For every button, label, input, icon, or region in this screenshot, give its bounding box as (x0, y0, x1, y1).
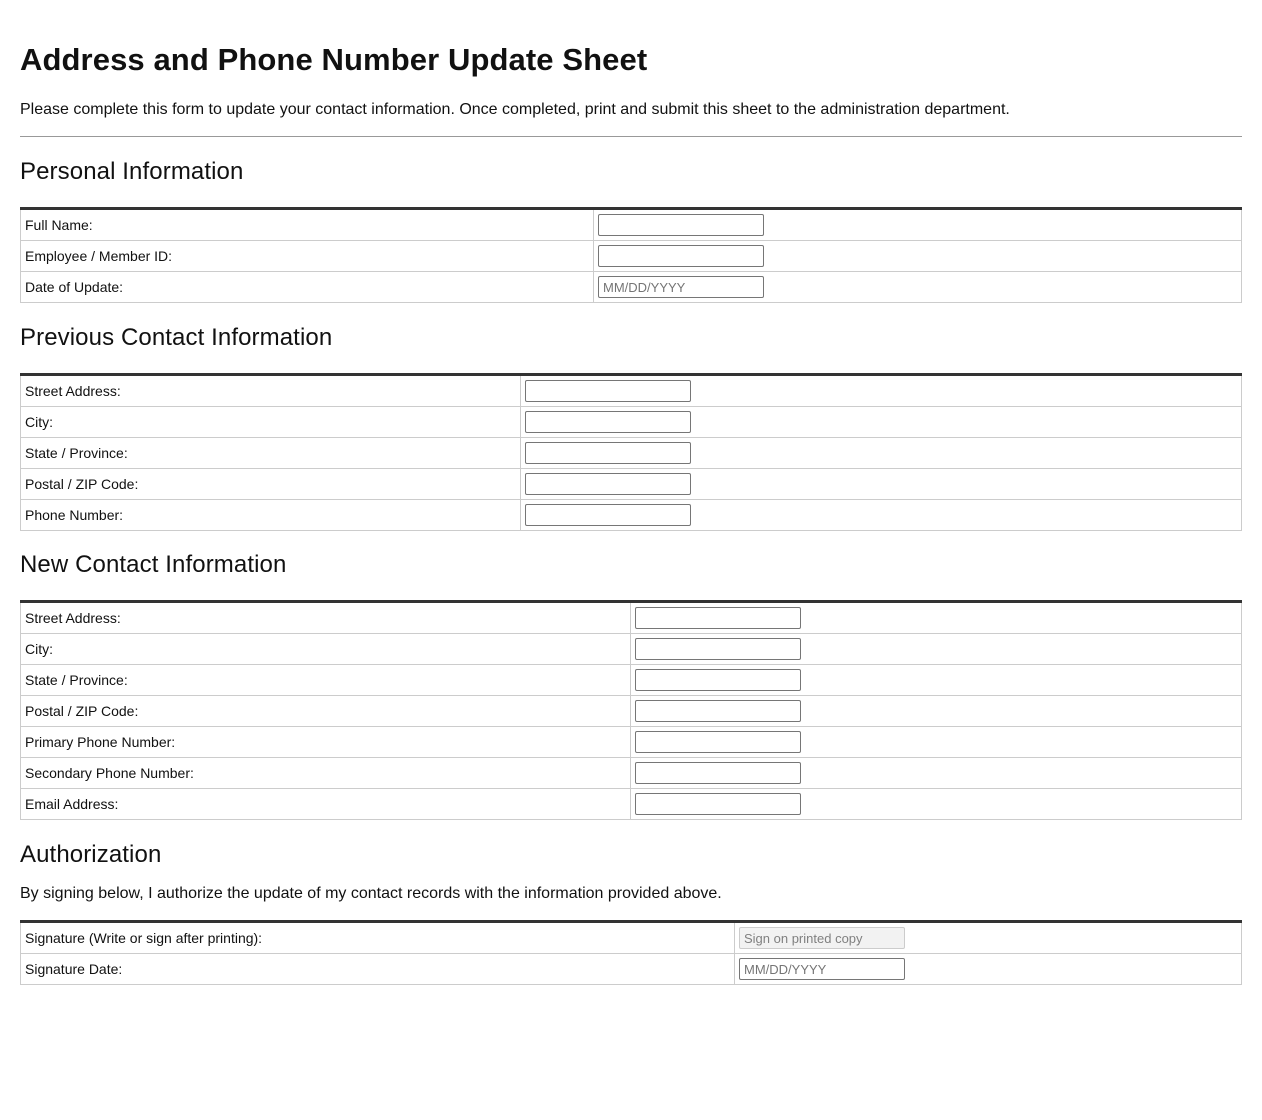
new-postal-label: Postal / ZIP Code: (21, 696, 631, 727)
form-row (21, 375, 1242, 407)
prev-postal-input[interactable] (525, 473, 691, 495)
form-row (21, 758, 1242, 789)
date-of-update-input[interactable] (598, 276, 764, 298)
prev-street-input[interactable] (525, 380, 691, 402)
form-row (21, 634, 1242, 665)
new-postal-input[interactable] (635, 700, 801, 722)
field-cell (631, 758, 1242, 789)
prev-postal-label: Postal / ZIP Code: (21, 469, 521, 500)
prev-phone-input[interactable] (525, 504, 691, 526)
field-cell (521, 500, 1242, 531)
previous-contact-table (20, 373, 1242, 531)
form-row (21, 209, 1242, 241)
new-state-label: State / Province: (21, 665, 631, 696)
section-heading-authorization: Authorization (20, 841, 162, 868)
form-row (21, 500, 1242, 531)
new-secondary-phone-label: Secondary Phone Number: (21, 758, 631, 789)
field-cell (594, 209, 1242, 241)
form-row (21, 469, 1242, 500)
field-cell (735, 954, 1242, 985)
field-cell (594, 241, 1242, 272)
authorization-text: By signing below, I authorize the update of my contact records with the information provided above. (20, 885, 722, 902)
prev-state-input[interactable] (525, 442, 691, 464)
new-street-label: Street Address: (21, 602, 631, 634)
new-primary-phone-input[interactable] (635, 731, 801, 753)
signature-date-label: Signature Date: (21, 954, 735, 985)
form-row (21, 665, 1242, 696)
intro-text: Please complete this form to update your contact information. Once completed, print and submit this sheet to the administration department. (20, 101, 1010, 118)
form-row (21, 438, 1242, 469)
prev-state-label: State / Province: (21, 438, 521, 469)
new-city-input[interactable] (635, 638, 801, 660)
form-row (21, 241, 1242, 272)
form-row (21, 407, 1242, 438)
field-cell (631, 634, 1242, 665)
form-row (21, 696, 1242, 727)
new-secondary-phone-input[interactable] (635, 762, 801, 784)
date-of-update-label: Date of Update: (21, 272, 594, 303)
page-title: Address and Phone Number Update Sheet (20, 42, 648, 77)
section-heading-previous: Previous Contact Information (20, 324, 333, 351)
signature-input (739, 927, 905, 949)
new-state-input[interactable] (635, 669, 801, 691)
field-cell (631, 696, 1242, 727)
new-contact-table (20, 600, 1242, 820)
new-email-label: Email Address: (21, 789, 631, 820)
form-row (21, 922, 1242, 954)
signature-label: Signature (Write or sign after printing): (21, 922, 735, 954)
personal-info-table (20, 207, 1242, 303)
section-heading-new: New Contact Information (20, 551, 287, 578)
prev-street-label: Street Address: (21, 375, 521, 407)
form-row (21, 727, 1242, 758)
form-row (21, 954, 1242, 985)
new-email-input[interactable] (635, 793, 801, 815)
new-primary-phone-label: Primary Phone Number: (21, 727, 631, 758)
prev-phone-label: Phone Number: (21, 500, 521, 531)
field-cell (631, 665, 1242, 696)
prev-city-label: City: (21, 407, 521, 438)
section-heading-personal: Personal Information (20, 158, 244, 185)
new-street-input[interactable] (635, 607, 801, 629)
field-cell (521, 375, 1242, 407)
form-row (21, 602, 1242, 634)
field-cell (594, 272, 1242, 303)
full-name-input[interactable] (598, 214, 764, 236)
field-cell (631, 602, 1242, 634)
field-cell (521, 438, 1242, 469)
member-id-label: Employee / Member ID: (21, 241, 594, 272)
form-row (21, 272, 1242, 303)
field-cell (631, 727, 1242, 758)
new-city-label: City: (21, 634, 631, 665)
signature-date-input[interactable] (739, 958, 905, 980)
form-row (21, 789, 1242, 820)
authorization-table (20, 920, 1242, 985)
field-cell (735, 922, 1242, 954)
field-cell (521, 407, 1242, 438)
prev-city-input[interactable] (525, 411, 691, 433)
member-id-input[interactable] (598, 245, 764, 267)
header-divider (20, 136, 1242, 137)
field-cell (631, 789, 1242, 820)
full-name-label: Full Name: (21, 209, 594, 241)
field-cell (521, 469, 1242, 500)
